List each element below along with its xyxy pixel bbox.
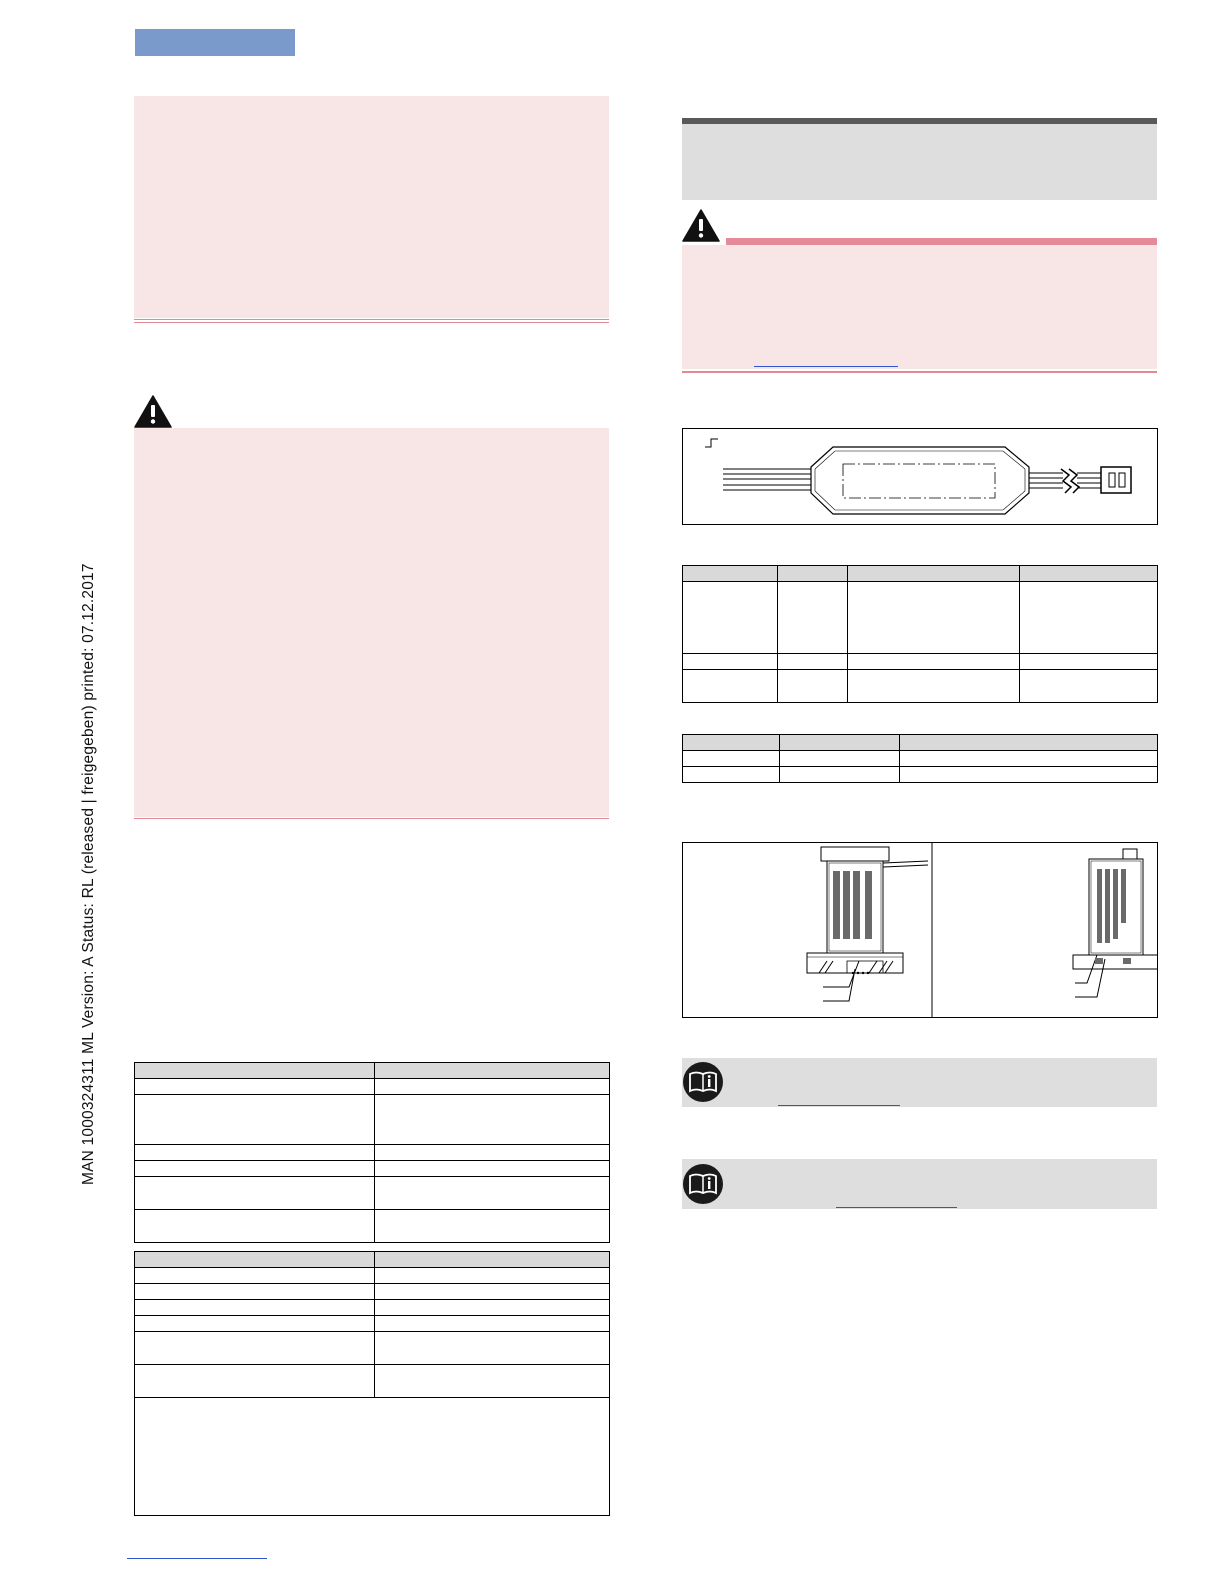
table-header-cell [375, 1252, 610, 1268]
info-note-2-link[interactable] [836, 1207, 957, 1208]
table-cell [135, 1365, 375, 1398]
table-cell [375, 1161, 610, 1177]
table-cell [1020, 582, 1158, 654]
table-cell [135, 1095, 375, 1145]
table-cell [683, 670, 778, 703]
table-header-cell [135, 1252, 375, 1268]
table-header-cell [780, 735, 900, 751]
config-table-2 [682, 734, 1158, 783]
table-header-cell [683, 735, 780, 751]
table-cell [375, 1332, 610, 1365]
info-note-1 [682, 1058, 1157, 1107]
table-cell [135, 1284, 375, 1300]
document-status-note: MAN 1000324311 ML Version: A Status: RL (released | freigegeben) printed: 07.12.2017 [80, 563, 97, 1185]
table-cell [375, 1210, 610, 1243]
table-cell [778, 654, 848, 670]
table-cell [375, 1365, 610, 1398]
warning-box-right [682, 245, 1157, 369]
table-cell [375, 1316, 610, 1332]
table-cell [1020, 654, 1158, 670]
table-cell [135, 1161, 375, 1177]
warning-box-right-rule [682, 371, 1157, 373]
table-cell [135, 1210, 375, 1243]
cable-module-drawing [683, 429, 1157, 524]
table-cell [848, 670, 1020, 703]
table-cell [135, 1177, 375, 1210]
warning-header-bar [726, 238, 1157, 245]
valve-label-figure [682, 842, 1158, 1018]
header-tab [135, 29, 295, 56]
spec-table-2 [134, 1251, 610, 1516]
table-cell [683, 654, 778, 670]
table-header-cell [778, 566, 848, 582]
table-footnote-cell [135, 1398, 610, 1516]
book-info-icon [683, 1164, 723, 1204]
warning-box-main [134, 428, 609, 817]
table-cell [375, 1268, 610, 1284]
table-cell [135, 1316, 375, 1332]
table-cell [848, 654, 1020, 670]
table-header-cell [375, 1063, 610, 1079]
warning-triangle-icon [682, 209, 720, 242]
table-cell [1020, 670, 1158, 703]
book-info-icon [683, 1062, 723, 1102]
table-cell [900, 751, 1158, 767]
section-title-box [682, 124, 1157, 200]
table-header-cell [1020, 566, 1158, 582]
warning-link[interactable] [754, 366, 898, 367]
table-cell [375, 1079, 610, 1095]
table-cell [375, 1300, 610, 1316]
table-header-cell [848, 566, 1020, 582]
table-cell [135, 1145, 375, 1161]
valve-label-drawing [683, 843, 1157, 1017]
info-note-2 [682, 1159, 1157, 1209]
table-cell [135, 1268, 375, 1284]
table-header-cell [683, 566, 778, 582]
table-cell [375, 1095, 610, 1145]
table-header-cell [900, 735, 1158, 751]
table-cell [900, 767, 1158, 783]
table-header-cell [135, 1063, 375, 1079]
table-cell [683, 751, 780, 767]
footer-link[interactable] [127, 1558, 267, 1559]
warning-box-main-rule [134, 818, 609, 819]
table-cell [375, 1284, 610, 1300]
warning-box-top [134, 96, 609, 318]
table-cell [778, 670, 848, 703]
warning-triangle-icon [134, 395, 172, 428]
table-cell [778, 582, 848, 654]
warning-box-top-rule-2 [134, 322, 609, 323]
table-cell [135, 1079, 375, 1095]
table-cell [375, 1145, 610, 1161]
table-cell [780, 767, 900, 783]
table-cell [375, 1177, 610, 1210]
table-cell [135, 1300, 375, 1316]
table-cell [135, 1332, 375, 1365]
table-cell [683, 582, 778, 654]
spec-table-1 [134, 1062, 610, 1243]
cable-module-figure [682, 428, 1158, 525]
info-note-1-link[interactable] [778, 1105, 900, 1106]
config-table-1 [682, 565, 1158, 703]
table-cell [848, 582, 1020, 654]
table-cell [683, 767, 780, 783]
warning-box-top-rule [134, 319, 609, 320]
table-cell [780, 751, 900, 767]
